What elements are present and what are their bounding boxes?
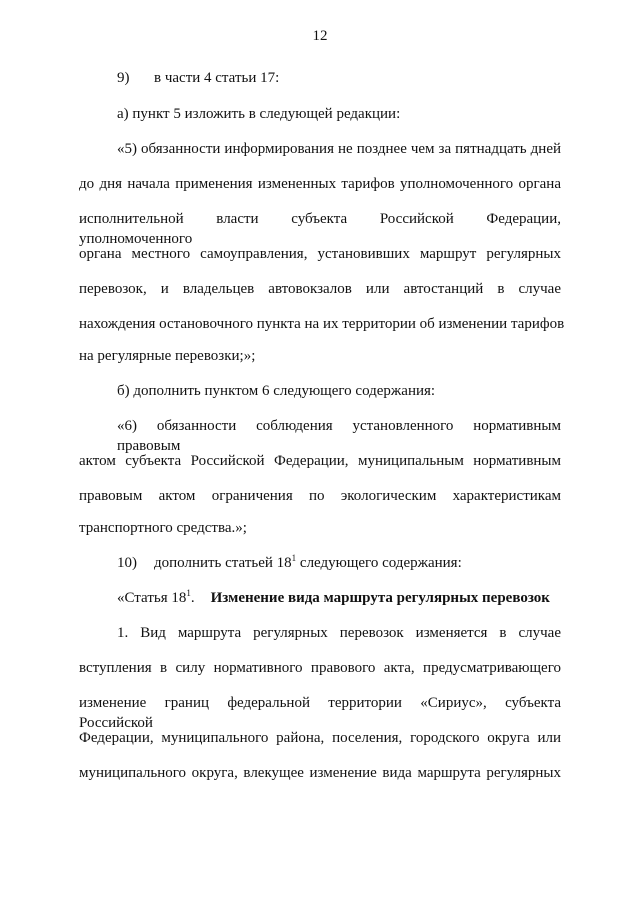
point-5-line-6: нахождения остановочного пункта на их территории об изменении тарифов xyxy=(79,316,565,332)
article-heading xyxy=(117,588,550,608)
point-6-line-2: актом субъекта Российской Федерации, муниципальным нормативным xyxy=(79,453,561,469)
item-10-number: 10) xyxy=(117,555,137,571)
item-9-text: в части 4 статьи 17: xyxy=(154,70,280,86)
subitem-b: б) дополнить пунктом 6 следующего содержания: xyxy=(117,383,436,399)
article-line-2: вступления в силу нормативного правового акта, предусматривающего xyxy=(79,660,561,676)
item-10-text: дополнить статьей 18 xyxy=(154,555,292,571)
item-10-text-end: следующего содержания: xyxy=(296,555,462,571)
article-line-1: 1. Вид маршрута регулярных перевозок изменяется в случае xyxy=(117,625,561,641)
article-superscript: 1 xyxy=(186,588,191,598)
point-6-line-3: правовым актом ограничения по экологическим характеристикам xyxy=(79,488,561,504)
point-5-line-3: исполнительной власти субъекта Российской Федерации, уполномоченного xyxy=(79,211,561,247)
item-9-number: 9) xyxy=(117,70,130,86)
point-5-line-2: до дня начала применения измененных тарифов уполномоченного органа xyxy=(79,176,561,192)
article-line-5: муниципального округа, влекущее изменение вида маршрута регулярных xyxy=(79,765,561,781)
point-6-line-1: «6) обязанности соблюдения установленного нормативным правовым xyxy=(117,418,561,454)
point-5-line-5: перевозок, и владельцев автовокзалов или автостанций в случае xyxy=(79,281,561,297)
page-number: 12 xyxy=(312,28,328,44)
subitem-a: а) пункт 5 изложить в следующей редакции: xyxy=(117,106,401,122)
point-5-line-1: «5) обязанности информирования не позднее чем за пятнадцать дней xyxy=(117,141,561,157)
point-5-line-4: органа местного самоуправления, установивших маршрут регулярных xyxy=(79,246,561,262)
point-5-line-7: на регулярные перевозки;»; xyxy=(79,348,256,364)
item-9 xyxy=(117,68,279,88)
point-6-line-4: транспортного средства.»; xyxy=(79,520,247,536)
article-line-4: Федерации, муниципального района, поселения, городского округа или xyxy=(79,730,561,746)
article-dot: . xyxy=(190,590,195,606)
article-prefix: «Статья 18 xyxy=(117,590,187,606)
item-10 xyxy=(117,553,462,573)
article-line-3: изменение границ федеральной территории «Сириус», субъекта Российской xyxy=(79,695,561,731)
article-title: Изменение вида маршрута регулярных перевозок xyxy=(210,590,550,606)
item-10-superscript: 1 xyxy=(291,553,297,563)
